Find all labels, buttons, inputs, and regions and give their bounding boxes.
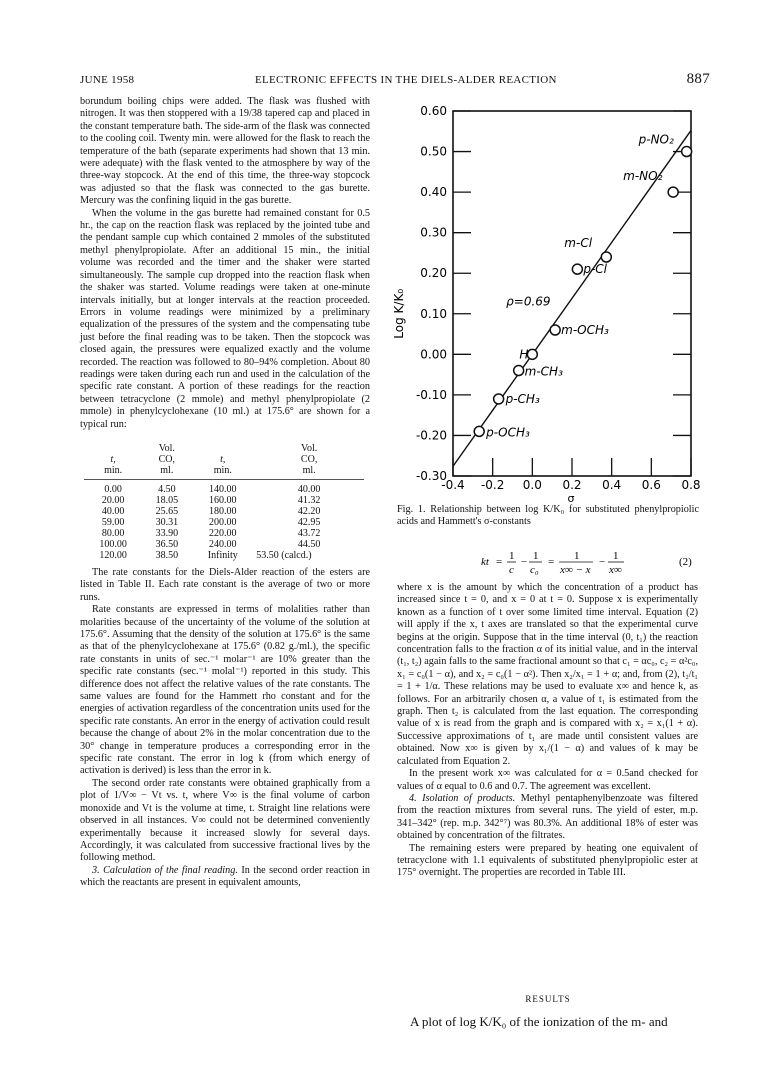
y-axis-label: Log K/K₀ — [392, 288, 406, 339]
page-number: 887 — [686, 71, 710, 87]
header-date: JUNE 1958 — [80, 74, 135, 86]
svg-text:1: 1 — [574, 550, 580, 562]
data-point-label: p-OCH₃ — [486, 425, 530, 440]
svg-text:1: 1 — [533, 550, 539, 562]
svg-text:=: = — [548, 556, 555, 568]
table-cell: 36.50 — [155, 538, 179, 550]
right-column — [397, 582, 698, 880]
data-point — [550, 325, 560, 335]
table-header-min-2: min. — [191, 465, 254, 480]
table-cell: Infinity — [207, 549, 238, 561]
table-cell: 42.20 — [297, 505, 321, 517]
table-cell: 53.50 (calcd.) — [256, 549, 312, 561]
table-row — [84, 506, 364, 517]
svg-text:=: = — [496, 556, 503, 568]
table-cell: 40.00 — [101, 505, 125, 517]
table-cell: 100.00 — [99, 538, 127, 550]
data-point — [494, 394, 504, 404]
table-header-co: CO, — [158, 453, 176, 465]
table-row — [84, 550, 364, 561]
svg-text:−: − — [521, 556, 528, 568]
data-point — [527, 349, 537, 359]
y-tick-label: 0.00 — [420, 347, 447, 362]
section-3-heading: 3. Calculation of the final reading. — [92, 864, 238, 876]
table-header-ml-2: ml. — [254, 465, 364, 480]
table-header-min: min. — [84, 465, 142, 480]
x-tick-label: 0.2 — [562, 478, 582, 492]
left-paragraph-3: The rate constants for the Diels-Alder reaction of the esters are listed in Table II. Each rate constant is the average of two or more runs. — [80, 566, 370, 603]
table-cell: 200.00 — [209, 516, 237, 528]
svg-text:c₀: c₀ — [530, 564, 539, 576]
data-point-label: m-NO₂ — [623, 169, 663, 184]
data-point — [601, 252, 611, 262]
table-header-co-2: CO, — [300, 453, 318, 465]
table-cell: 18.05 — [155, 494, 179, 506]
table-cell: 0.00 — [104, 483, 122, 495]
y-tick-label: 0.20 — [420, 266, 447, 281]
table-header-t-2: t, — [220, 453, 226, 465]
data-point — [682, 147, 692, 157]
data-point-label: p-CH₃ — [505, 391, 540, 406]
table-cell: 33.90 — [155, 527, 179, 539]
table-row — [84, 517, 364, 528]
right-paragraph-4: The remaining esters were prepared by heating one equivalent of tetracyclone with 1.1 equivalents of substituted phenylpropiolic ester at 175° overnight. The properties are recorded in Table III. — [397, 842, 698, 879]
plot-frame — [453, 111, 691, 476]
left-column — [80, 96, 370, 890]
y-tick-label: -0.30 — [415, 469, 447, 483]
left-paragraph-4: Rate constants are expressed in terms of molalities rather than molarities because of the uncertainty of the volume of the solution at 175.6°. Assuming that the density of the solution at 175.6° is the same as that of the phenylcyclohexane at 175.6° (0.82 g./ml.), the specific rate constants in units of sec.⁻¹ molar⁻¹ are 10% greater than the specific rate constants (sec.⁻¹ molal⁻¹) reported in this study. This difference does not affect the relative values of the rate constants. The same values are found for the Hammett rho constant and for the energies of activation regardless of the concentration units used for the specific rate constants. An error in the energy of activation could result because the change of about 2% in the molar concentration due to the 30° change in temperature produces a corresponding error in the specific rate constant. The error in log k (from which energy of activation is derived) is less than the error in k. — [80, 604, 370, 777]
table-cell: 20.00 — [101, 494, 125, 506]
table-cell: 25.65 — [155, 505, 179, 517]
y-tick-label: 0.60 — [420, 104, 447, 118]
figure-caption: Fig. 1. Relationship between log K/K₀ for substituted phenylpropiolic acids and Hammett's σ-constants — [397, 504, 699, 528]
data-point — [474, 426, 484, 436]
figure-1 — [392, 98, 702, 505]
table-body — [84, 479, 364, 561]
section-3-text: In the second order reaction in which the reactants are present in equivalent amounts, — [80, 864, 370, 889]
table-header-t: t, — [110, 453, 116, 465]
data-point — [572, 264, 582, 274]
table-cell: 40.00 — [297, 483, 321, 495]
hammett-plot — [392, 98, 702, 505]
header-running-title: ELECTRONIC EFFECTS IN THE DIELS-ALDER REACTION — [255, 74, 557, 86]
left-paragraph-5: The second order rate constants were obtained graphically from a plot of 1/V∞ − Vt vs. t, where V∞ is the final volume of carbon monoxide and Vt is the volume at time, t. Straight line relations were observed in all instances. V∞ could not be determined conveniently experimentally because it increased slowly for several days. Accordingly, it was calculated from successive fractional lives by the following method. — [80, 777, 370, 864]
table-cell: 240.00 — [209, 538, 237, 550]
volume-table — [84, 443, 364, 561]
table-row — [84, 539, 364, 550]
data-point-label: m-Cl — [564, 236, 593, 250]
right-paragraph-1: where x is the amount by which the concentration of a product has increased since t = 0, and x = 0 at t = 0. Suppose x is experimentally known as a function of t over some limited time interval. Equation (2) will apply if the x, t axes are translated so that the experimental curve begins at the origin. Suppose that in the time interval (0, t₁) the reaction concentration falls to the fraction α of its initial value, and in the interval (t₁, t₂) again falls to the same fractional amount so that c₁ = αc₀, c₂ = α²c₀, x₁ = c₀(1 − α), and x₂ = c₀(1 − α²). Then x₂/x₁ = 1 + α; and, from (2), t₂/t₁ = 1 + 1/α. These relations may be used to evaluate x∞ and hence k, as follows. For an arbitrarily chosen α, a value of t₁ is estimated from the graph. Then t₂ is calculated from the last equation. The corresponding value of x is read from the graph and is compared with x₂ = x₁(1 + α). Successive approximations of t₁ are made until consistent values are obtained. Now x∞ is given by x₁/(1 − α) and values of k may be calculated from Equation 2. — [397, 582, 698, 767]
left-paragraph-6 — [80, 865, 370, 890]
table-header-vol-2: Vol. — [301, 442, 318, 454]
table-cell: 80.00 — [101, 527, 125, 539]
table-header-vol: Vol. — [158, 442, 175, 454]
svg-text:1: 1 — [613, 550, 619, 562]
table-cell: 41.32 — [297, 494, 321, 506]
table-cell: 59.00 — [101, 516, 125, 528]
y-tick-label: -0.20 — [415, 428, 447, 443]
table-cell: 120.00 — [99, 549, 127, 561]
y-tick-label: 0.40 — [420, 185, 447, 200]
svg-text:c: c — [509, 564, 514, 576]
rho-label: ρ=0.69 — [506, 294, 551, 309]
y-tick-label: 0.10 — [420, 306, 447, 321]
data-point-label: m-OCH₃ — [561, 323, 609, 337]
table-cell: 160.00 — [209, 494, 237, 506]
section-4-text: Methyl pentaphenylbenzoate was filtered from the reaction mixtures from several runs. The yield of ester, m.p. 341–342° (rep. m.p. 342°⁷) was 80.3%. An additional 18% of ester was obtained by concentration of the filtrates. — [397, 792, 698, 842]
table-row — [84, 528, 364, 539]
x-tick-label: 0.4 — [602, 478, 622, 492]
table-cell: 30.31 — [155, 516, 179, 528]
data-point-label: H — [519, 347, 529, 362]
x-tick-label: -0.2 — [480, 478, 505, 492]
table-cell: 42.95 — [297, 516, 321, 528]
x-tick-label: 0.6 — [641, 478, 661, 492]
right-paragraph-3 — [397, 793, 698, 843]
results-first-line: A plot of log K/K₀ of the ionization of the m- and — [410, 1014, 668, 1029]
table-cell: 38.50 — [155, 549, 179, 561]
section-4-heading: 4. Isolation of products. — [409, 792, 516, 804]
data-point-label: p-NO₂ — [638, 132, 674, 147]
data-point — [668, 187, 678, 197]
data-point-label: p-Cl — [583, 262, 608, 277]
equation-2 — [397, 548, 699, 576]
svg-text:x∞: x∞ — [609, 564, 622, 576]
svg-text:−: − — [599, 556, 606, 568]
svg-text:kt: kt — [481, 556, 489, 568]
equation-number: (2) — [679, 556, 692, 568]
table-cell: 140.00 — [209, 483, 237, 495]
y-tick-label: 0.50 — [420, 144, 447, 159]
svg-text:1: 1 — [509, 550, 515, 562]
x-tick-label: -0.4 — [441, 478, 465, 492]
table-cell: 43.72 — [297, 527, 321, 539]
svg-text:x∞ − x: x∞ − x — [560, 564, 591, 576]
table-cell: 220.00 — [209, 527, 237, 539]
data-point — [514, 366, 524, 376]
table-row — [84, 479, 364, 495]
right-paragraph-2: In the present work x∞ was calculated for α = 0.5and checked for values of α equal to 0.6 and 0.7. The agreement was excellent. — [397, 768, 698, 792]
results-heading: RESULTS — [525, 994, 571, 1004]
x-axis-label: σ — [567, 492, 575, 505]
x-tick-label: 0.8 — [681, 478, 701, 492]
data-point-label: m-CH₃ — [524, 364, 563, 379]
y-tick-label: -0.10 — [415, 387, 447, 402]
y-tick-label: 0.30 — [420, 225, 447, 240]
left-paragraph-1: borundum boiling chips were added. The flask was flushed with nitrogen. It was then stoppered with a 19/38 tapered cap and placed in the constant temperature bath. The side-arm of the flask was connected to the cooling coil. Twenty min. were allowed for the flask to reach the temperature of the bath (separate experiments had shown that 13 min. were adequate) with the flask vented to the atmosphere by way of the three-way stopcock. At the end of this time, the three-way stopcock was adjusted so that the flask was connected to the gas burette. Mercury was the confining liquid in the gas burette. — [80, 96, 370, 207]
table-row — [84, 495, 364, 506]
table-cell: 4.50 — [158, 483, 176, 495]
x-tick-label: 0.0 — [522, 478, 542, 492]
table-cell: 180.00 — [209, 505, 237, 517]
left-paragraph-2: When the volume in the gas burette had remained constant for 0.5 hr., the cap on the reaction flask was replaced by the jointed tube and the pendant sample cup which contained 2 mmoles of the substituted methyl phenylpropiolate. After an additional 15 min., the initial volume was recorded and the timer and the shaker were started simultaneously. The sample cup dropped into the reaction flask when the shaker was started. Volume readings were taken at one-minute intervals initially, but at longer intervals at the reaction proceeded. Errors in volume readings were minimized by a preliminary equalization of the pressures of the system and the compensating tube just before the final reading was to be taken. Then the stopcock was closed again, the pressures were equalized exactly and the volume recorded. The reaction was followed to 80–94% completion. About 80 readings were taken during each run and used in the calculation of the specific rate constant. A portion of these readings for the reaction between tetracyclone (2 mmole) and methyl phenylpropiolate (2 mmole) in phenylcyclohexane (10 ml.) at 175.6° are shown for a typical run: — [80, 207, 370, 430]
table-cell: 44.50 — [297, 538, 321, 550]
table-header-ml: ml. — [142, 465, 191, 480]
